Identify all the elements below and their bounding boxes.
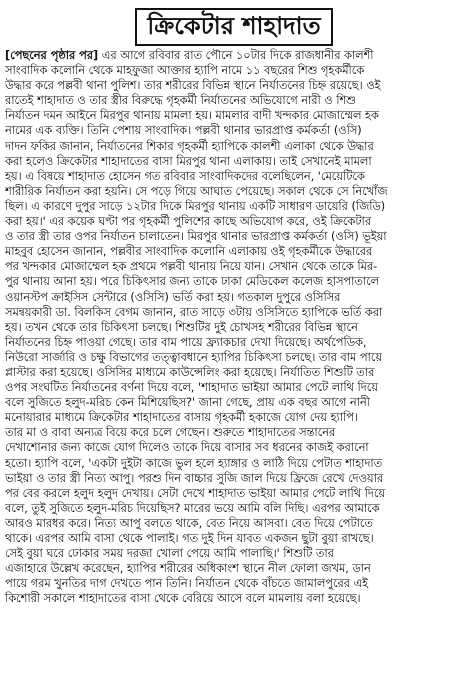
- article-line: উদ্ধার করে পল্লবী থানা পুলিশ। তার শরীরের বিভিন্ন স্থানে নির্যাতনের চিহ্ন রয়েছে। ওই: [5, 79, 381, 93]
- article-line: নির্যাতনের চিহ্ন পাওয়া গেছে। তার বাম পায়ে ফ্র্যাকচার দেখা দিয়েছে। অর্থপেডিক,: [5, 335, 367, 349]
- article-line: বলে সুজিতে হলুদ-মরিচ কেন মিশিয়েছিস?' জানা গেছে, প্রায় এক বছর আগে নানী: [5, 396, 370, 410]
- article-line: তার মা ও বাবা অন্যত্র বিয়ে করে চলে গেছেন। শুরুতে শাহাদাতের সন্তানের: [5, 426, 336, 440]
- article-line: প্লাস্টার করা হয়েছে। ওসিসির মাধ্যমে কাউন্সেলিং করা হয়েছে। নির্যাতিত শিশুটি তার: [5, 365, 375, 379]
- article-line: বলে, তুই সুজিতে হলুদ-মরিচ দিয়েছিস? মারের ভয়ে আমি বলি দিছি। এরপর আমাকে: [5, 501, 380, 515]
- article-line: করা হলেও ক্রিকেটার শাহাদাতের বাসা মিরপুর থানা এলাকায়। তাই সেখানেই মামলা: [5, 154, 372, 168]
- article-line: কিশোরী সকালে শাহাদাতের বাসা থেকে বেরিয়ে আসে বলে মামলায় বলা হয়েছে।: [5, 592, 361, 606]
- article-line: পায়ে গরম খুনতির দাগ দেখতে পান তিনি। নির্যাতন থেকে বাঁচতে জামালপুরের এই: [5, 577, 369, 591]
- article-line: হয়। তখন থেকে তার চিকিৎসা চলছে। শিশুটির দুই চোখসহ শরীরের বিভিন্ন স্থানে: [5, 320, 358, 334]
- article-line: পর বের করলে হলুদ হলুদ দেখায়। সেটা দেখে শাহাদাত ভাইয়া আমার পেটে লাথি দিয়ে: [5, 486, 386, 500]
- article-line: ও তার স্ত্রী তার ওপর নির্যাতন চালাতেন। মিরপুর থানার ভারপ্রাপ্ত কর্মকর্তা (ওসি) ভূইয়া: [5, 230, 387, 244]
- headline: ক্রিকেটার শাহাদাত: [135, 8, 332, 46]
- article-line: থাকে। এরপর আমি বাসা থেকে পালাই। গত দুই দিন যাবত একজন ছুটা বুয়া রাখছে।: [5, 532, 374, 545]
- article-line: দাদন ফকির জানান, নির্যাতনের শিকার গৃহকর্মী হ্যাপিকে কালশী এলাকা থেকে উদ্ধার: [5, 139, 374, 153]
- article-line: ছিল। এ কারণে দুপুর সাড়ে ১২টার দিকে মিরপুর থানায় একটি সাধারণ ডায়েরি (জিডি): [5, 199, 386, 213]
- article-line: মাহবুব হোসেন জানান, পল্লবীর সাংবাদিক কলোনি এলাকায় ওই গৃহকর্মীকে উদ্ধারের: [5, 245, 373, 259]
- article-line: ওয়ানস্টপ ক্রাইসিস সেন্টারে (ওসিসি) ভর্তি করা হয়। গতকাল দুপুরে ওসিসির: [5, 290, 341, 304]
- article-line-text: এর আগে রবিবার রাত পৌনে ১০টার দিকে রাজধানীর কালশী: [98, 49, 374, 62]
- article-line: পর খন্দকার মোজাম্মেল হক প্রথমে পল্লবী থানায় নিয়ে যান। সেখান থেকে তাকে মির-: [5, 260, 378, 274]
- article-line: হয়। এ বিষয়ে শাহাদাত হোসেন গত রবিবার সাংবাদিকদের বলেছিলেন, 'মেয়েটিকে: [5, 169, 365, 183]
- article-line: দেখাশোনার জন্য কাজে যোগ দিলেও তাকে দিয়ে বাসার সব ধরনের কাজই করানো: [5, 441, 369, 455]
- continuation-lead: [পেছনের পৃষ্ঠার পর]: [5, 49, 99, 62]
- article-line: [5, 48, 463, 63]
- article-line: শারীরিক নির্যাতন করা হয়নি। সে পড়ে গিয়ে আঘাত পেয়েছে। সকাল থেকে সে নিখোঁজ: [5, 184, 388, 198]
- article-line: সাংবাদিক কলোনি থেকে মাহফুজা আক্তার হ্যাপি নামে ১১ বছরের শিশু গৃহকর্মীকে: [5, 64, 365, 78]
- article-line: এজাহারে উল্লেখ করেছেন, হ্যাপির শরীরের অধিকাংশ স্থানে নীল ফোলা জখম, ডান: [5, 562, 371, 576]
- article-line: নিউরো সার্জারি ও চক্ষু বিভাগের তত্ত্বাবধানে হ্যাপির চিকিৎসা চলছে। তার বাম পায়ে: [5, 350, 382, 364]
- headline-area: [5, 6, 463, 46]
- article-body: [5, 48, 463, 606]
- article-line: নির্যাতন দমন আইনে মিরপুর থানায় মামলা হয়। মামলার বাদী খন্দকার মোজাম্মেল হক: [5, 109, 379, 123]
- article-line: করা হয়।' এর কয়েক ঘণ্টা পর গৃহকর্মী পুলিশের কাছে অভিযোগ করে, ওই ক্রিকেটার: [5, 215, 371, 229]
- article-line: সমন্বয়কারী ডা. বিলকিস বেগম জানান, রাত সাড়ে ৩টায় ওসিসিতে হ্যাপিকে ভর্তি করা: [5, 305, 383, 319]
- article-line: আরও মারধর করে। নিত্য আপু বলতে থাকে, বেত নিয়ে আসবা। বেত দিয়ে পেটাতে: [5, 516, 373, 530]
- article-line: মনোয়ারার মাধ্যমে ক্রিকেটার শাহাদাতের বাসায় গৃহকর্মী হকাজে যোগ দেয় হ্যাপি।: [5, 411, 358, 425]
- article-line: ওপর সংঘটিত নির্যাতনের বর্ণনা দিয়ে বলে, 'শাহাদাত ভাইয়া আমার পেটে লাথি দিয়ে: [5, 381, 378, 395]
- article-line: হতো। হ্যাপি বলে, 'একটা দুইটা কাজে ভুল হলে হ্যাঙ্গার ও লাঠি দিয়ে পেটাত শাহাদাত: [5, 456, 383, 470]
- article-line: ভাইয়া ও তার স্ত্রী নিত্য আপু। পরশু দিন বাচ্চার সুজি জাল দিয়ে ফ্রিজে রেখে দেওয়ার: [5, 471, 384, 485]
- article-line: সেই বুয়া ঘরে ঢোকার সময় দরজা খোলা পেয়ে আমি পালাছি।' শিশুটি তার: [5, 547, 334, 561]
- article-line: নামের এক ব্যক্তি। তিনি পেশায় সাংবাদিক। পল্লবী থানার ভারপ্রাপ্ত কর্মকর্তা (ওসি): [5, 124, 362, 138]
- article-line: রাতেই শাহাদাত ও তার স্ত্রীর বিরুদ্ধে গৃহকর্মী নির্যাতনের অভিযোগে নারী ও শিশু: [5, 94, 356, 108]
- article-line: পুর থানায় আনা হয়। পরে চিকিৎসার জন্য তাকে ঢাকা মেডিকেল কলেজ হাসপাতালে: [5, 275, 380, 289]
